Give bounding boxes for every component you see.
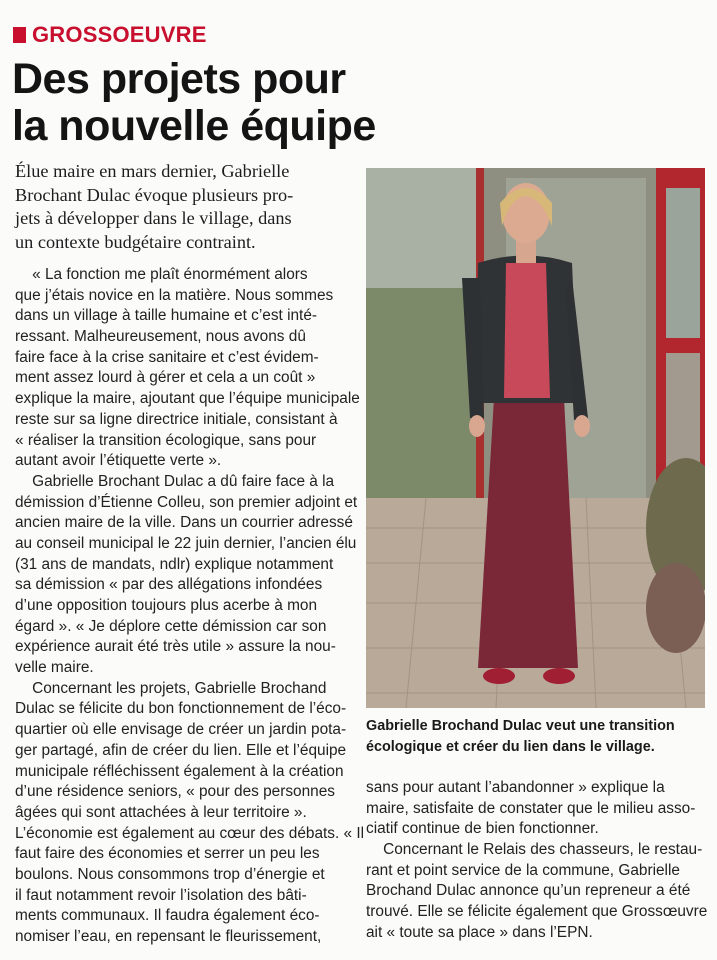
- body-column-left: [15, 265, 365, 948]
- body-line: trouvé. Elle se félicite également que Grossœuvre: [366, 903, 708, 921]
- body-line: autant avoir l’étiquette verte ».: [15, 452, 222, 470]
- body-line: il faut notamment revoir l’isolation des bâti-: [15, 886, 307, 904]
- body-line: « La fonction me plaît énormément alors: [15, 266, 308, 283]
- body-line: (31 ans de mandats, ndlr) explique notamment: [15, 555, 334, 573]
- body-line: ressant. Malheureusement, nous avons dû: [15, 328, 306, 346]
- chapeau: [15, 160, 355, 254]
- photo-illustration: [366, 168, 705, 708]
- body-line: que j’étais novice en la matière. Nous sommes: [15, 286, 334, 304]
- chapeau-line: un contexte budgétaire contraint.: [15, 231, 256, 252]
- body-line: expérience aurait été très utile » assure la nou-: [15, 638, 336, 656]
- section-title: GROSSOEUVRE: [32, 22, 207, 47]
- body-column-right: [366, 778, 706, 944]
- body-line: Concernant les projets, Gabrielle Brochand: [15, 679, 327, 697]
- headline-line: la nouvelle équipe: [12, 102, 376, 150]
- body-line: nomiser l’eau, en repensant le fleurissement,: [15, 928, 322, 945]
- body-line: sa démission « par des allégations infondées: [15, 576, 323, 594]
- body-line: égard ». « Je déplore cette démission car son: [15, 617, 327, 635]
- body-line: d’une résidence seniors, « pour des personnes: [15, 783, 335, 801]
- body-line: explique la maire, ajoutant que l’équipe municipale: [15, 390, 360, 408]
- caption-line: écologique et créer du lien dans le village.: [366, 739, 655, 755]
- body-line: ment assez lourd à gérer et cela a un coût »: [15, 369, 316, 387]
- photo-caption: [366, 716, 706, 758]
- body-line: sans pour autant l’abandonner » explique la: [366, 779, 665, 796]
- body-line: Concernant le Relais des chasseurs, le restau-: [366, 841, 703, 859]
- chapeau-line: Élue maire en mars dernier, Gabrielle: [15, 161, 290, 181]
- section-marker: [13, 27, 26, 43]
- body-line: ments communaux. Il faudra également éco-: [15, 907, 320, 925]
- body-line: Dulac se félicite du bon fonctionnement de l’éco-: [15, 700, 347, 718]
- body-line: d’une opposition toujours plus acerbe à mon: [15, 597, 318, 614]
- body-line: au conseil municipal le 22 juin dernier, l’ancien élu: [15, 534, 357, 552]
- body-line: maire, satisfaite de constater que le milieu asso-: [366, 799, 696, 817]
- body-line: L’économie est également au cœur des débats. « Il: [15, 824, 365, 842]
- portrait-photo: [366, 168, 705, 708]
- body-line: ciatif continue de bien fonctionner.: [366, 820, 599, 838]
- body-line: reste sur sa ligne directrice initiale, consistant à: [15, 410, 338, 428]
- body-line: ancien maire de la ville. Dans un courrier adressé: [15, 514, 353, 532]
- body-line: velle maire.: [15, 659, 94, 677]
- caption-line: Gabrielle Brochand Dulac veut une transition: [366, 718, 675, 734]
- chapeau-line: jets à développer dans le village, dans: [15, 208, 292, 228]
- body-line: quartier où elle envisage de créer un jardin pota-: [15, 721, 347, 739]
- body-line: Brochand Dulac annonce qu’un repreneur a été: [366, 882, 691, 900]
- body-line: ait « toute sa place » dans l’EPN.: [366, 923, 593, 941]
- headline: [12, 56, 612, 150]
- chapeau-line: Brochant Dulac évoque plusieurs pro-: [15, 184, 294, 205]
- body-line: boulons. Nous consommons trop d’énergie et: [15, 865, 325, 883]
- body-line: âgées qui sont attachées à leur territoire ».: [15, 803, 307, 821]
- body-line: municipale réfléchissent également à la création: [15, 762, 344, 780]
- body-line: ger partagé, afin de créer du lien. Elle et l’équipe: [15, 741, 347, 759]
- body-line: démission d’Étienne Colleu, son premier adjoint et: [15, 493, 358, 511]
- section-kicker: [13, 22, 207, 48]
- body-line: faire face à la crise sanitaire et c’est évidem-: [15, 348, 319, 366]
- headline-line: Des projets pour: [12, 55, 346, 103]
- body-line: rant et point service de la commune, Gabrielle: [366, 861, 680, 879]
- body-line: « réaliser la transition écologique, sans pour: [15, 431, 317, 449]
- body-line: faut faire des économies et serrer un peu les: [15, 845, 320, 863]
- body-line: Gabrielle Brochant Dulac a dû faire face à la: [15, 472, 335, 490]
- body-line: dans un village à taille humaine et c’est inté-: [15, 307, 318, 325]
